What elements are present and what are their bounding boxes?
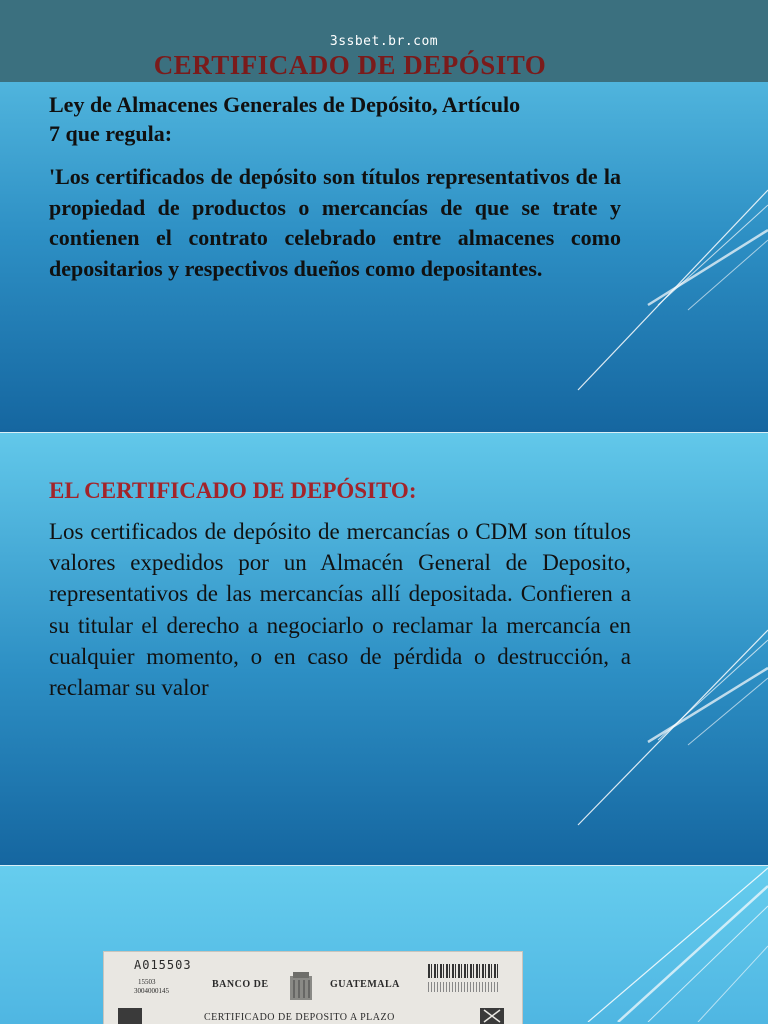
bank-emblem-icon [286, 970, 316, 1002]
certificate-bank-name-right: GUATEMALA [330, 979, 400, 990]
certificate-number: 15503 [138, 978, 156, 986]
security-stripe [428, 982, 500, 992]
law-reference-line-2: 7 que regula: [49, 121, 173, 146]
watermark-text: 3ssbet.br.com [329, 34, 439, 49]
decorative-lines [548, 866, 768, 1022]
slide-1 [0, 0, 768, 432]
certificate-image [104, 952, 522, 1024]
certificate-serial: A015503 [134, 958, 192, 972]
certificate-subtitle: CERTIFICADO DE DEPOSITO A PLAZO [204, 1012, 395, 1023]
slide-2-body: Los certificados de depósito de mercancías o CDM son títulos valores expedidos por un Almacén General de Deposito, representativos de las mercancías allí depositada. Confieren a su titular el derecho a negociarlo o reclamar la mercancía en cualquier momento, o en caso de pérdida o destrucción, a reclamar su valor [49, 519, 631, 701]
slide-2-heading: EL CERTIFICADO DE DEPÓSITO: [49, 478, 417, 503]
cross-mark-icon [480, 1008, 504, 1024]
slide-1-title: CERTIFICADO DE DEPÓSITO [153, 50, 547, 80]
corner-mark [118, 1008, 142, 1024]
law-reference-line-1: Ley de Almacenes Generales de Depósito, Artículo [49, 92, 521, 117]
law-reference [49, 90, 621, 148]
decorative-lines [548, 170, 768, 400]
law-quote: 'Los certificados de depósito son títulos representativos de la propiedad de productos o mercancías de que se trate y contienen el contrato celebrado entre almacenes como depositarios y respectivos dueños como depositantes. [49, 164, 621, 281]
certificate-bank-name-left: BANCO DE [212, 979, 269, 990]
barcode-icon [428, 964, 500, 978]
certificate-account: 3004000145 [134, 987, 169, 995]
